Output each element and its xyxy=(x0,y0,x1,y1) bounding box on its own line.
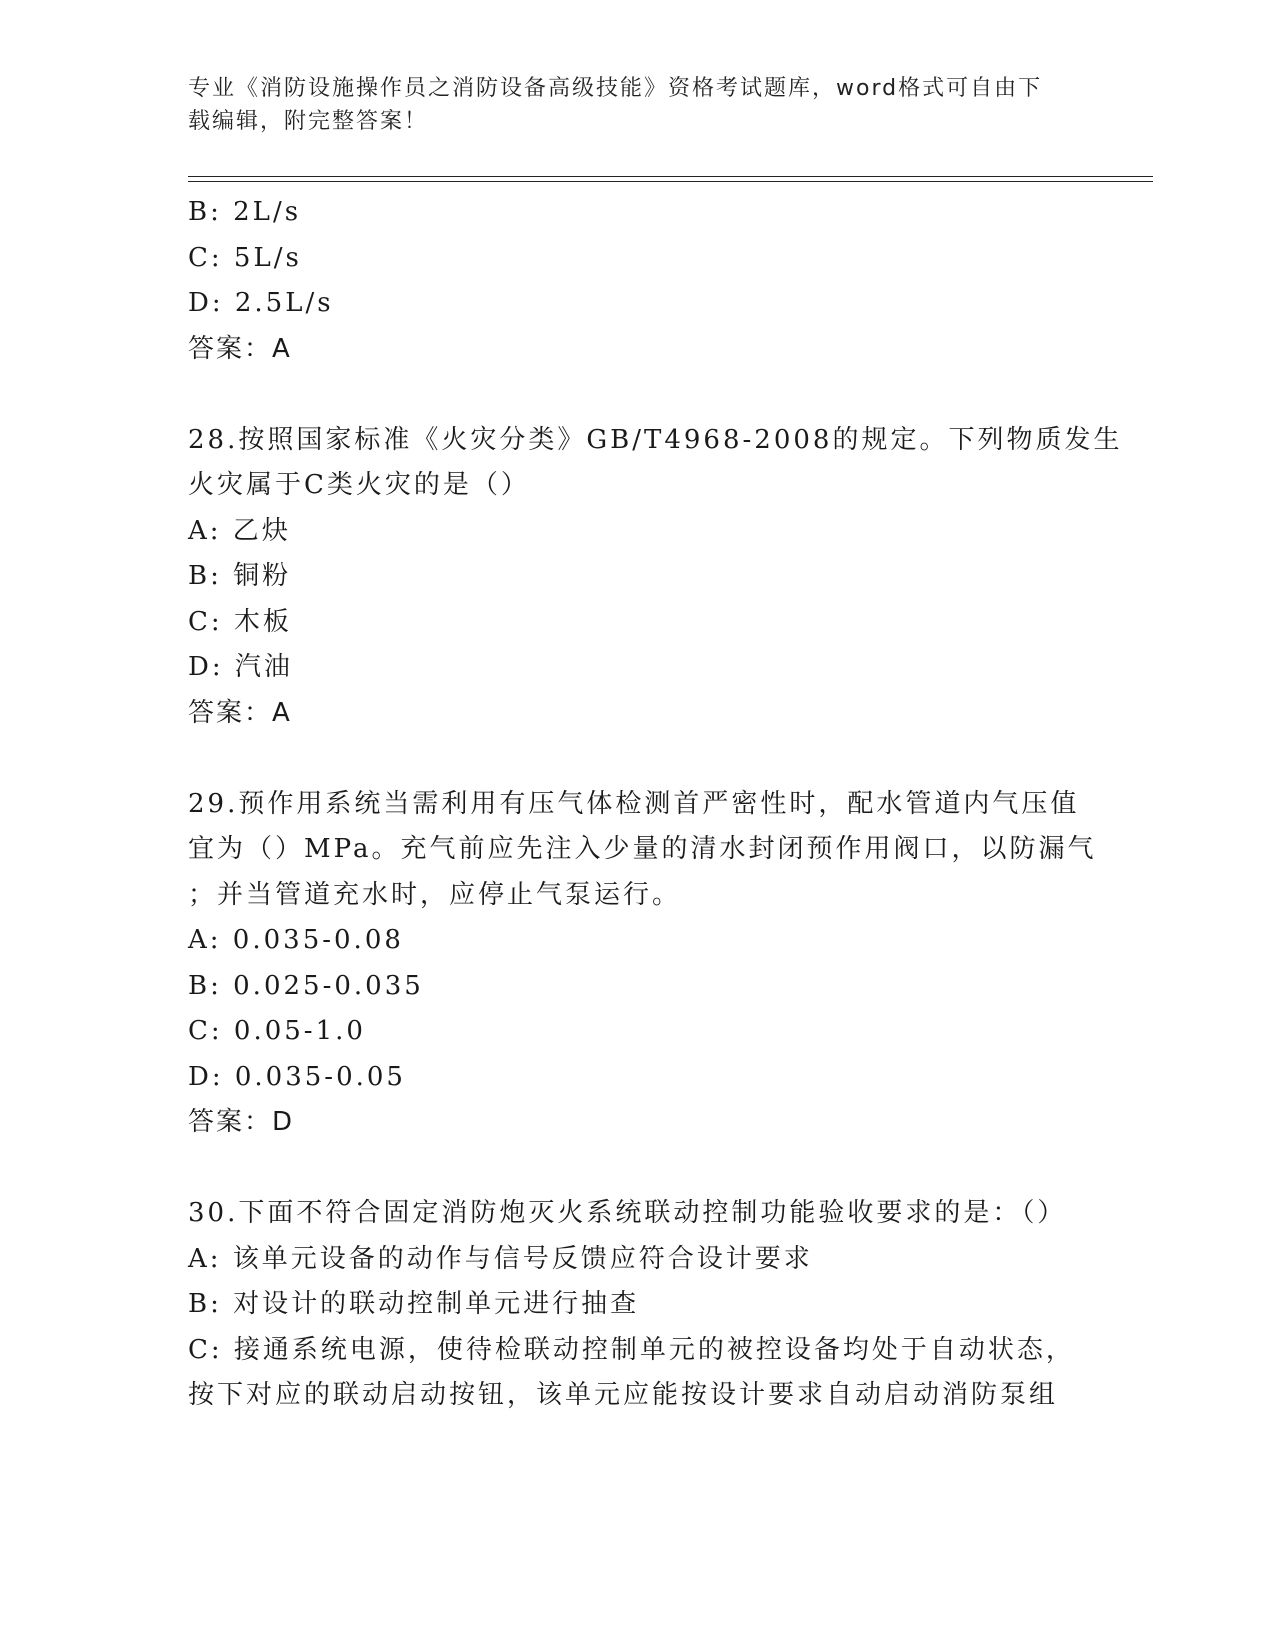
spacer xyxy=(188,736,1088,782)
header-divider-bottom xyxy=(188,181,1153,182)
answer: 答案：D xyxy=(188,1107,295,1137)
option-a: A: 乙炔 xyxy=(188,515,291,546)
option-d: D: 2.5L/s xyxy=(188,288,334,318)
question-30 xyxy=(188,1191,1088,1419)
question-28 xyxy=(188,418,1123,737)
question-content xyxy=(188,190,1123,1419)
question-stem-line: 29.预作用系统当需利用有压气体检测首严密性时，配水管道内气压值 xyxy=(188,788,1080,819)
answer: 答案：A xyxy=(188,697,292,728)
option-b: B: 2L/s xyxy=(188,197,302,227)
answer: 答案：A xyxy=(188,333,292,364)
question-29 xyxy=(188,782,1097,1146)
question-stem-line: 宜为（）MPa。充气前应先注入少量的清水封闭预作用阀口，以防漏气 xyxy=(188,834,1097,864)
question-27-continued xyxy=(188,190,1088,372)
option-c: C: 接通系统电源，使待检联动控制单元的被控设备均处于自动状态， xyxy=(188,1334,1075,1365)
option-b: B: 0.025-0.035 xyxy=(188,970,424,1001)
option-c-continued: 按下对应的联动启动按钮，该单元应能按设计要求自动启动消防泵组 xyxy=(188,1380,1059,1410)
question-stem-line: 火灾属于C类火灾的是（） xyxy=(188,470,530,500)
question-stem-line: ；并当管道充水时，应停止气泵运行。 xyxy=(188,879,682,910)
header-line-1: 专业《消防设施操作员之消防设备高级技能》资格考试题库，word格式可自由下 xyxy=(188,76,1043,101)
header-line-2: 载编辑，附完整答案！ xyxy=(188,109,429,134)
option-d: D: 0.035-0.05 xyxy=(188,1061,406,1092)
question-stem-line: 28.按照国家标准《火灾分类》GB/T4968-2008的规定。下列物质发生 xyxy=(188,424,1123,455)
option-c: C: 木板 xyxy=(188,606,292,637)
option-c: C: 5L/s xyxy=(188,242,302,273)
option-b: B: 铜粉 xyxy=(188,561,292,591)
option-b: B: 对设计的联动控制单元进行抽查 xyxy=(188,1289,640,1319)
header-divider-top xyxy=(188,176,1153,177)
spacer xyxy=(188,372,1088,418)
spacer xyxy=(188,1146,1088,1192)
option-a: A: 0.035-0.08 xyxy=(188,925,404,955)
option-a: A: 该单元设备的动作与信号反馈应符合设计要求 xyxy=(188,1243,813,1274)
question-stem-line: 30.下面不符合固定消防炮灭火系统联动控制功能验收要求的是：（） xyxy=(188,1198,1067,1228)
option-d: D: 汽油 xyxy=(188,652,293,682)
option-c: C: 0.05-1.0 xyxy=(188,1016,366,1046)
page-header xyxy=(188,72,1068,138)
